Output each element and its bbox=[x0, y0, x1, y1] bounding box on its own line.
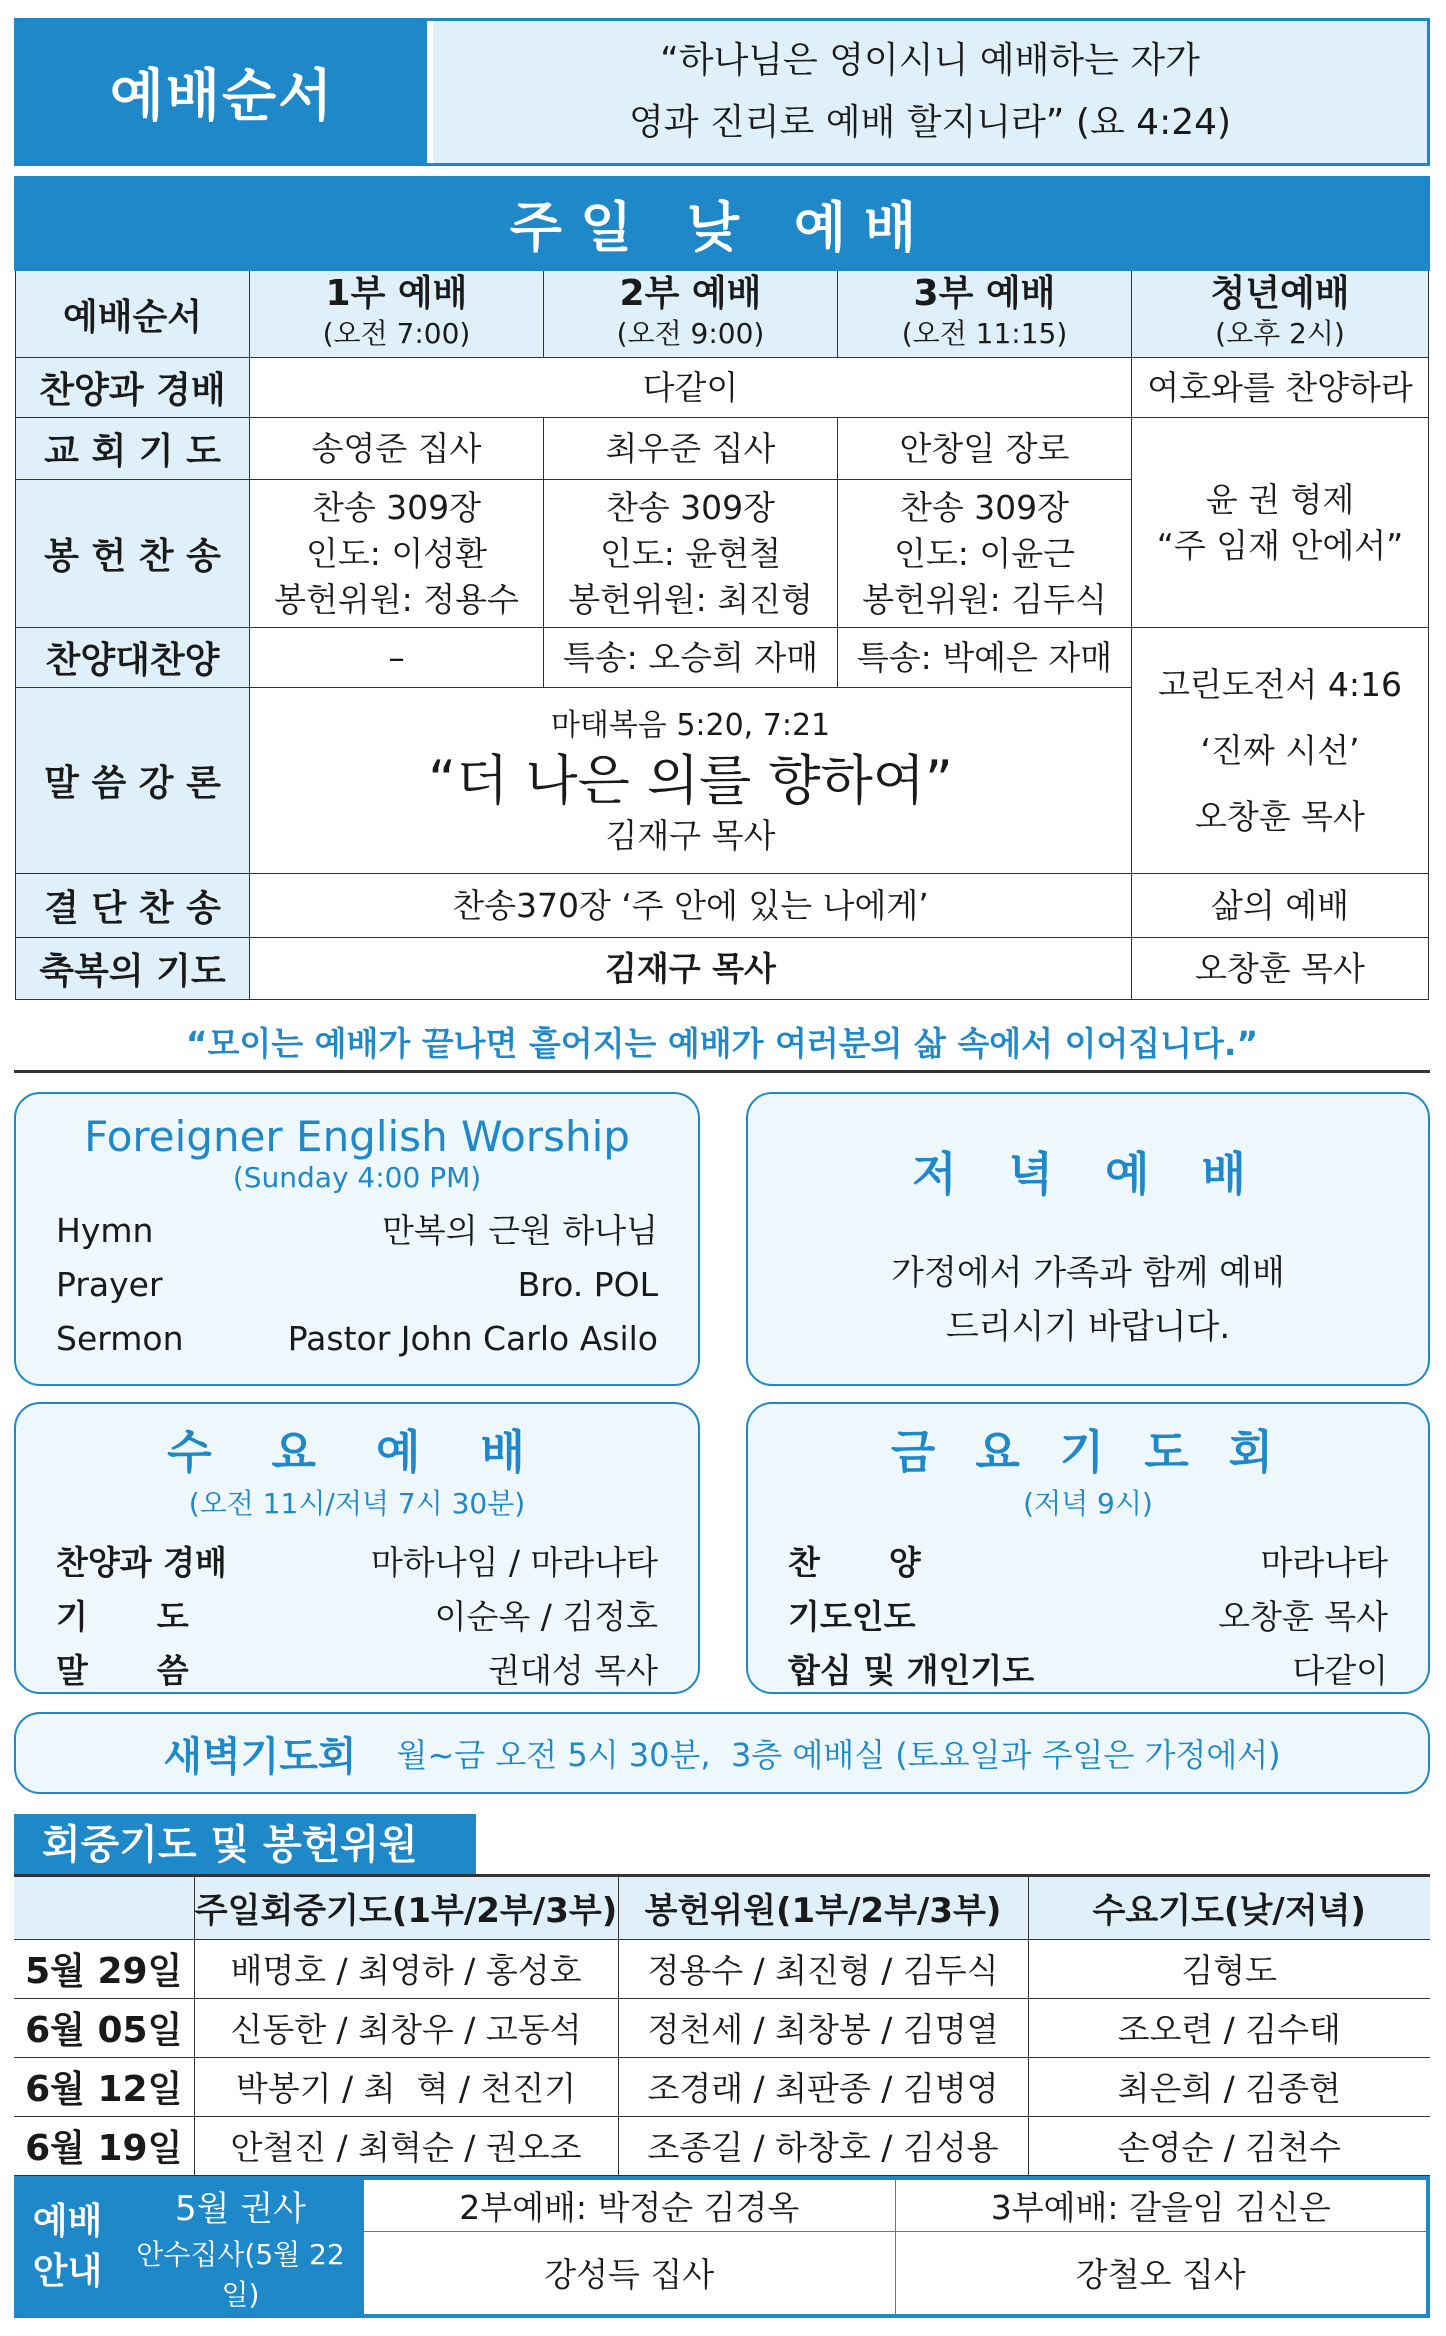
sermon-title: “더 나은 의를 향하여” bbox=[428, 748, 953, 812]
worship-quote: “모이는 예배가 끝나면 흩어지는 예배가 여러분의 삶 속에서 이어집니다.” bbox=[185, 1024, 1259, 1063]
prayer-table-title: 회중기도 및 봉헌위원 bbox=[14, 1814, 476, 1876]
sunday-banner: 주일 낮 예배 bbox=[16, 178, 1429, 270]
youth-sermon bbox=[1132, 628, 1429, 874]
wednesday-worship-box bbox=[14, 1402, 700, 1694]
friday-item bbox=[748, 1590, 1428, 1644]
item-value: Pastor John Carlo Asilo bbox=[287, 1319, 658, 1358]
guide-label-line: 예배 bbox=[32, 2201, 103, 2242]
item-value: 오창훈 목사 bbox=[1218, 1597, 1388, 1636]
service-name: 청년예배 bbox=[1210, 273, 1350, 314]
item-value: 권대성 목사 bbox=[488, 1651, 658, 1690]
row-label-sermon: 말 씀 강 론 bbox=[16, 688, 250, 874]
closing-main: 찬송370장 ‘주 안에 있는 나에게’ bbox=[250, 874, 1132, 938]
youth-service-header bbox=[1132, 270, 1429, 358]
header-wednesday-prayer: 수요기도(낮/저녁) bbox=[1028, 1877, 1430, 1939]
service-name: 3부 예배 bbox=[913, 273, 1056, 314]
guide-row1-label: 5월 권사 bbox=[118, 2180, 364, 2232]
offering-line: 인도: 이윤근 bbox=[894, 533, 1075, 573]
wednesday-item bbox=[16, 1644, 698, 1698]
guide-row2-cell1: 강성득 집사 bbox=[364, 2231, 896, 2314]
blessing-youth: 오창훈 목사 bbox=[1132, 938, 1429, 1000]
english-item-prayer bbox=[16, 1258, 698, 1312]
row-label-blessing: 축복의 기도 bbox=[16, 938, 250, 1000]
row-cell: 배명호 / 최영하 / 홍성호 bbox=[194, 1939, 618, 1998]
evening-line: 드리시기 바랍니다. bbox=[945, 1307, 1231, 1347]
item-key: 찬 양 bbox=[788, 1543, 921, 1582]
row-label-praise: 찬양과 경배 bbox=[16, 358, 250, 418]
item-key: 기 도 bbox=[56, 1597, 189, 1636]
item-value: Bro. POL bbox=[517, 1265, 658, 1304]
row-cell: 정천세 / 최창봉 / 김명열 bbox=[618, 1998, 1028, 2057]
offering-line: 찬송 309장 bbox=[899, 487, 1070, 527]
item-key: 찬양과 경배 bbox=[56, 1543, 227, 1582]
choir-s3: 특송: 박예은 자매 bbox=[838, 628, 1132, 688]
english-worship-time: (Sunday 4:00 PM) bbox=[232, 1161, 482, 1194]
offering-line: 인도: 이성환 bbox=[306, 533, 487, 573]
service-time: (오후 2시) bbox=[1215, 317, 1345, 350]
table-row bbox=[14, 2116, 1430, 2175]
guide-label-line: 안내 bbox=[32, 2251, 103, 2292]
offering-s2 bbox=[544, 480, 838, 628]
evening-line: 가정에서 가족과 함께 예배 bbox=[891, 1253, 1285, 1293]
row-date: 5월 29일 bbox=[14, 1939, 194, 1998]
row-label-offering: 봉 헌 찬 송 bbox=[16, 480, 250, 628]
row-date: 6월 12일 bbox=[14, 2057, 194, 2116]
offering-line: 찬송 309장 bbox=[605, 487, 776, 527]
table-row bbox=[14, 1939, 1430, 1998]
sermon-reference: 마태복음 5:20, 7:21 bbox=[550, 707, 831, 743]
closing-youth: 삶의 예배 bbox=[1132, 874, 1429, 938]
row-label-prayer: 교 회 기 도 bbox=[16, 418, 250, 480]
friday-prayer-title: 금 요 기 도 회 bbox=[890, 1425, 1286, 1479]
friday-prayer-box bbox=[746, 1402, 1430, 1694]
divider bbox=[14, 1070, 1430, 1073]
item-value: 마라나타 bbox=[1260, 1543, 1388, 1582]
item-value: 마하나임 / 마라나타 bbox=[370, 1543, 658, 1582]
col-label: 예배순서 bbox=[16, 270, 250, 358]
friday-prayer-time: (저녁 9시) bbox=[1023, 1487, 1153, 1520]
evening-worship-box bbox=[746, 1092, 1430, 1386]
choir-s2: 특송: 오승희 자매 bbox=[544, 628, 838, 688]
row-cell: 김형도 bbox=[1028, 1939, 1430, 1998]
choir-s1: – bbox=[250, 628, 544, 688]
offering-line: 봉헌위원: 김두식 bbox=[862, 579, 1107, 619]
offering-line: 봉헌위원: 정용수 bbox=[274, 579, 519, 619]
guide-row1-cell1: 2부예배: 박정순 김경옥 bbox=[364, 2180, 896, 2232]
row-cell: 최은희 / 김종현 bbox=[1028, 2057, 1430, 2116]
row-cell: 조종길 / 하창호 / 김성용 bbox=[618, 2116, 1028, 2175]
table-row bbox=[14, 2057, 1430, 2116]
row-label-closing: 결 단 찬 송 bbox=[16, 874, 250, 938]
item-value: 다같이 bbox=[1292, 1651, 1388, 1690]
header bbox=[14, 18, 1430, 166]
praise-youth: 여호와를 찬양하라 bbox=[1132, 358, 1429, 418]
service-time: (오전 9:00) bbox=[616, 317, 765, 350]
row-date: 6월 05일 bbox=[14, 1998, 194, 2057]
row-cell: 조경래 / 최판종 / 김병영 bbox=[618, 2057, 1028, 2116]
item-value: 이순옥 / 김정호 bbox=[434, 1597, 658, 1636]
row-cell: 손영순 / 김천수 bbox=[1028, 2116, 1430, 2175]
wednesday-item bbox=[16, 1536, 698, 1590]
evening-worship-text bbox=[748, 1246, 1428, 1354]
verse-line-2: 영과 진리로 예배 할지니라” (요 4:24) bbox=[628, 102, 1232, 143]
row-date: 6월 19일 bbox=[14, 2116, 194, 2175]
row-label-choir: 찬양대찬양 bbox=[16, 628, 250, 688]
dawn-prayer-title: 새벽기도회 bbox=[163, 1733, 357, 1780]
row-cell: 안철진 / 최혁순 / 권오조 bbox=[194, 2116, 618, 2175]
guide-row1-cell2: 3부예배: 갈을임 김신은 bbox=[895, 2180, 1427, 2232]
blessing-main: 김재구 목사 bbox=[250, 938, 1132, 1000]
row-cell: 신동한 / 최창우 / 고동석 bbox=[194, 1998, 618, 2057]
sermon-preacher: 김재구 목사 bbox=[605, 815, 776, 855]
offering-s3 bbox=[838, 480, 1132, 628]
youth-offering-line: 윤 권 형제 bbox=[1205, 479, 1355, 519]
wednesday-worship-title: 수 요 예 배 bbox=[167, 1425, 547, 1479]
english-item-sermon bbox=[16, 1312, 698, 1366]
evening-worship-title: 저 녁 예 배 bbox=[912, 1147, 1264, 1201]
item-key: Hymn bbox=[56, 1211, 154, 1250]
row-cell: 박봉기 / 최 혁 / 천진기 bbox=[194, 2057, 618, 2116]
row-cell: 정용수 / 최진형 / 김두식 bbox=[618, 1939, 1028, 1998]
service-name: 2부 예배 bbox=[619, 273, 762, 314]
header-offering: 봉헌위원(1부/2부/3부) bbox=[618, 1877, 1028, 1939]
friday-item bbox=[748, 1644, 1428, 1698]
header-empty bbox=[14, 1877, 194, 1939]
prayer-s1: 송영준 집사 bbox=[250, 418, 544, 480]
verse-line-1: “하나님은 영이시니 예배하는 자가 bbox=[660, 40, 1200, 81]
table-row bbox=[14, 1998, 1430, 2057]
item-key: Prayer bbox=[56, 1265, 163, 1304]
row-cell: 조오련 / 김수태 bbox=[1028, 1998, 1430, 2057]
item-key: Sermon bbox=[56, 1319, 184, 1358]
service-1-header bbox=[250, 270, 544, 358]
youth-offering bbox=[1132, 418, 1429, 628]
service-3-header bbox=[838, 270, 1132, 358]
guide-row2-cell2: 강철오 집사 bbox=[895, 2231, 1427, 2314]
item-key: 말 씀 bbox=[56, 1651, 189, 1690]
sunday-service-table bbox=[14, 176, 1430, 1000]
youth-sermon-line: 고린도전서 4:16 bbox=[1158, 664, 1402, 704]
prayer-s2: 최우준 집사 bbox=[544, 418, 838, 480]
offering-line: 봉헌위원: 최진형 bbox=[568, 579, 813, 619]
page-title: 예배순서 bbox=[17, 21, 427, 163]
item-value: 만복의 근원 하나님 bbox=[381, 1211, 658, 1250]
offering-line: 찬송 309장 bbox=[311, 487, 482, 527]
friday-item bbox=[748, 1536, 1428, 1590]
english-worship-title: Foreigner English Worship bbox=[84, 1112, 630, 1161]
guide-label bbox=[18, 2180, 118, 2315]
sermon-main bbox=[250, 688, 1132, 874]
dawn-prayer-info: 월~금 오전 5시 30분, 3층 예배실 (토요일과 주일은 가정에서) bbox=[396, 1736, 1281, 1774]
item-key: 기도인도 bbox=[788, 1597, 916, 1636]
worship-guide bbox=[14, 2176, 1430, 2318]
service-time: (오전 11:15) bbox=[901, 317, 1068, 350]
service-time: (오전 7:00) bbox=[322, 317, 471, 350]
youth-offering-line: “주 임재 안에서” bbox=[1156, 525, 1404, 565]
wednesday-worship-time: (오전 11시/저녁 7시 30분) bbox=[188, 1487, 526, 1520]
youth-sermon-line: 오창훈 목사 bbox=[1195, 796, 1365, 836]
service-2-header bbox=[544, 270, 838, 358]
offering-s1 bbox=[250, 480, 544, 628]
prayer-table bbox=[14, 1874, 1430, 2176]
header-sunday-prayer: 주일회중기도(1부/2부/3부) bbox=[194, 1877, 618, 1939]
item-key: 합심 및 개인기도 bbox=[788, 1651, 1035, 1690]
dawn-prayer-box bbox=[14, 1712, 1430, 1794]
service-name: 1부 예배 bbox=[325, 273, 468, 314]
wednesday-item bbox=[16, 1590, 698, 1644]
offering-line: 인도: 윤현철 bbox=[600, 533, 781, 573]
youth-sermon-line: ‘진짜 시선’ bbox=[1200, 730, 1360, 770]
english-item-hymn bbox=[16, 1204, 698, 1258]
praise-main: 다같이 bbox=[250, 358, 1132, 418]
guide-row2-label: 안수집사(5월 22일) bbox=[118, 2231, 364, 2314]
prayer-s3: 안창일 장로 bbox=[838, 418, 1132, 480]
header-verse bbox=[433, 21, 1427, 163]
english-worship-box bbox=[14, 1092, 700, 1386]
